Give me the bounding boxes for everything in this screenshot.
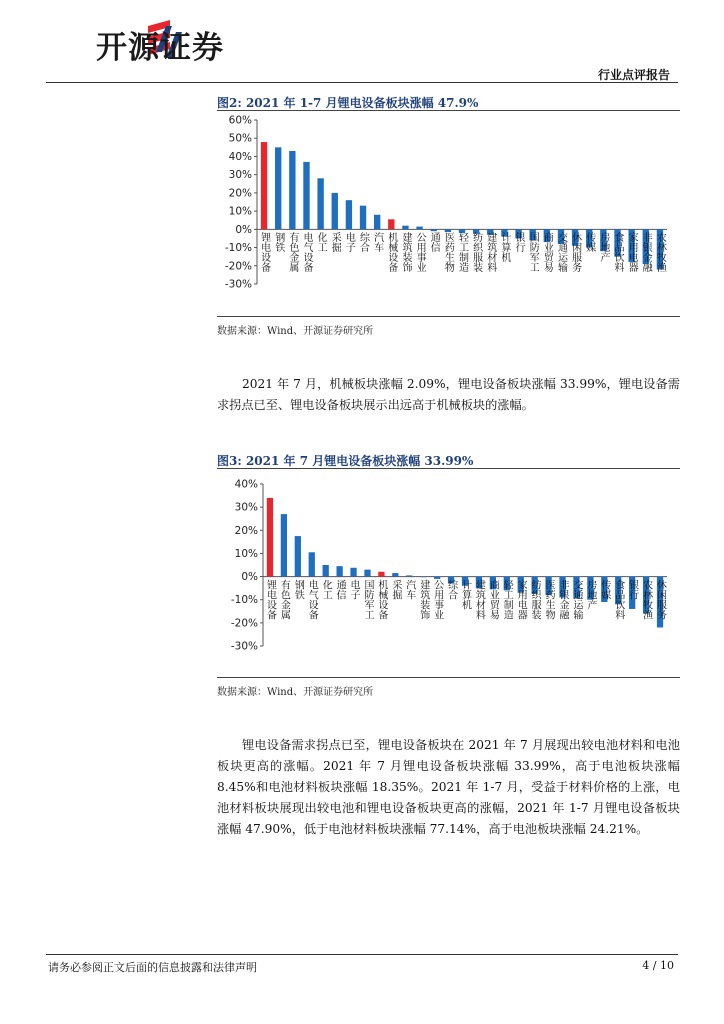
y-tick-label: -10% [230, 594, 258, 607]
category-label: 采掘 [329, 232, 341, 253]
bar-0 [261, 142, 267, 229]
y-tick-label: -10% [224, 242, 252, 255]
bar-6 [350, 568, 356, 577]
figure2-title: 图2: 2021 年 1-7 月锂电设备板块涨幅 47.9% [217, 96, 479, 110]
figure3-top-rule [217, 468, 680, 469]
category-label: 家用电器 [626, 232, 638, 273]
bar-8 [378, 572, 384, 577]
bar-5 [336, 566, 342, 576]
category-label: 化工 [320, 579, 332, 600]
figure3-title: 图3: 2021 年 7 月锂电设备板块涨幅 33.99% [217, 454, 474, 468]
category-label: 综合 [445, 579, 457, 600]
category-label: 医药生物 [442, 232, 454, 273]
y-tick-label: -30% [224, 278, 252, 291]
category-label: 有色金属 [286, 232, 298, 273]
bar-5 [332, 193, 338, 229]
bar-11 [416, 227, 422, 230]
category-label: 商业贸易 [541, 232, 553, 273]
figure3-chart [217, 472, 680, 660]
logo-text: 开源证券 [96, 30, 224, 66]
category-label: 建筑装饰 [417, 579, 429, 620]
header-divider [46, 82, 678, 83]
category-label: 建筑装饰 [399, 232, 411, 273]
category-label: 机械设备 [385, 232, 397, 273]
category-label: 房地产 [584, 579, 596, 610]
bar-12 [434, 577, 440, 579]
category-label: 公用事业 [414, 232, 426, 273]
y-tick-label: 20% [234, 524, 258, 537]
category-label: 电气设备 [306, 579, 318, 620]
figure2-chart [217, 112, 680, 312]
category-label: 国防军工 [527, 232, 539, 273]
category-label: 休闲服务 [569, 232, 581, 273]
y-tick-label: 20% [228, 187, 252, 200]
bar-7 [364, 570, 370, 577]
bar-2 [289, 151, 295, 229]
category-label: 锂电设备 [264, 579, 276, 620]
figure3-source: 数据来源：Wind、开源证券研究所 [217, 687, 374, 698]
y-tick-label: 30% [234, 501, 258, 514]
paragraph-2: 锂电设备需求拐点已至，锂电设备板块在 2021 年 7 月展现出较电池材料和电池板块更高的涨幅。2021 年 7 月锂电设备板块涨幅 33.99%，高于电池板块涨幅 8.45%和电池材料板块涨幅 18.35%。2021 年 1-7 月，受益于材料价格的上涨，电池材料板块展现出较电池和锂电设备板块更高的涨幅，2021 年 1-7 月锂电设备板块涨幅 47.90%，低于电池材料板块涨幅 77.14%，高于电池板块涨幅 24.21%。 [217, 738, 680, 836]
y-tick-label: -30% [230, 640, 258, 653]
footer-divider [46, 954, 678, 955]
category-label: 交通运输 [555, 232, 567, 273]
category-label: 休闲服务 [654, 579, 666, 620]
category-label: 交通运输 [570, 579, 582, 620]
category-label: 建筑材料 [473, 579, 485, 620]
bar-10 [402, 226, 408, 230]
category-label: 传媒 [598, 579, 610, 600]
bar-1 [275, 147, 281, 229]
figure2-bottom-rule [217, 316, 680, 317]
category-label: 电子 [348, 579, 360, 600]
category-label: 非银金融 [557, 579, 569, 620]
figure2-source: 数据来源：Wind、开源证券研究所 [217, 326, 374, 337]
category-label: 纺织服装 [470, 232, 482, 273]
category-label: 建筑材料 [484, 232, 496, 273]
bar-2 [295, 536, 301, 577]
category-label: 国防军工 [361, 579, 373, 620]
bar-6 [346, 200, 352, 229]
bar-12 [431, 229, 437, 231]
category-label: 银行 [626, 579, 638, 600]
category-label: 通信 [334, 579, 346, 600]
y-tick-label: 50% [228, 132, 252, 145]
y-tick-label: 40% [228, 150, 252, 163]
category-label: 轻工制造 [501, 579, 513, 620]
category-label: 采掘 [389, 579, 401, 600]
bar-7 [360, 206, 366, 230]
category-label: 医药生物 [543, 579, 555, 620]
category-label: 商业贸易 [487, 579, 499, 620]
bar-9 [388, 219, 394, 229]
category-label: 房地产 [597, 232, 609, 263]
category-label: 家用电器 [515, 579, 527, 620]
category-label: 传媒 [583, 232, 595, 253]
category-label: 纺织服装 [529, 579, 541, 620]
category-label: 电气设备 [300, 232, 312, 273]
y-tick-label: 0% [235, 223, 252, 236]
category-label: 钢铁 [272, 232, 284, 253]
footer-disclaimer: 请务必参阅正文后面的信息披露和法律声明 [48, 961, 257, 974]
category-label: 轻工制造 [456, 232, 468, 273]
category-label: 机械设备 [375, 579, 387, 620]
y-tick-label: 10% [234, 547, 258, 560]
paragraph-1: 2021 年 7 月，机械板块涨幅 2.09%，锂电设备板块涨幅 33.99%，锂电设备需求拐点已至、锂电设备板块展示出远高于机械板块的涨幅。 [217, 377, 680, 412]
category-label: 公用事业 [431, 579, 443, 620]
bar-4 [317, 178, 323, 229]
category-label: 钢铁 [292, 579, 304, 600]
y-tick-label: 0% [241, 571, 258, 584]
bar-3 [303, 162, 309, 229]
category-label: 非银金融 [640, 232, 652, 273]
category-label: 通信 [428, 232, 440, 253]
category-label: 计算机 [498, 232, 510, 263]
category-label: 农林牧渔 [654, 232, 666, 273]
category-label: 计算机 [459, 579, 471, 610]
category-label: 汽车 [403, 579, 415, 600]
figure3-bottom-rule [217, 677, 680, 678]
category-label: 食品饮料 [612, 579, 624, 620]
category-label: 电子 [343, 232, 355, 253]
y-tick-label: -20% [230, 617, 258, 630]
y-tick-label: -20% [224, 260, 252, 273]
y-tick-label: 40% [234, 478, 258, 491]
category-label: 综合 [357, 232, 369, 253]
page-number: 4 / 10 [642, 959, 674, 972]
category-label: 银行 [513, 232, 525, 253]
category-label: 锂电设备 [258, 232, 270, 273]
bar-11 [420, 577, 426, 578]
bar-0 [267, 498, 273, 577]
bar-3 [309, 552, 315, 576]
category-label: 汽车 [371, 232, 383, 253]
y-tick-label: 30% [228, 169, 252, 182]
bar-9 [392, 573, 398, 576]
bar-8 [374, 215, 380, 230]
category-label: 化工 [315, 232, 327, 253]
bar-10 [406, 575, 412, 576]
category-label: 食品饮料 [612, 232, 624, 273]
category-label: 有色金属 [278, 579, 290, 620]
y-tick-label: 60% [228, 114, 252, 127]
bar-1 [281, 514, 287, 576]
category-label: 农林牧渔 [640, 579, 652, 620]
figure2-top-rule [217, 110, 680, 111]
y-tick-label: 10% [228, 205, 252, 218]
report-type-label: 行业点评报告 [597, 68, 670, 82]
bar-4 [323, 565, 329, 577]
